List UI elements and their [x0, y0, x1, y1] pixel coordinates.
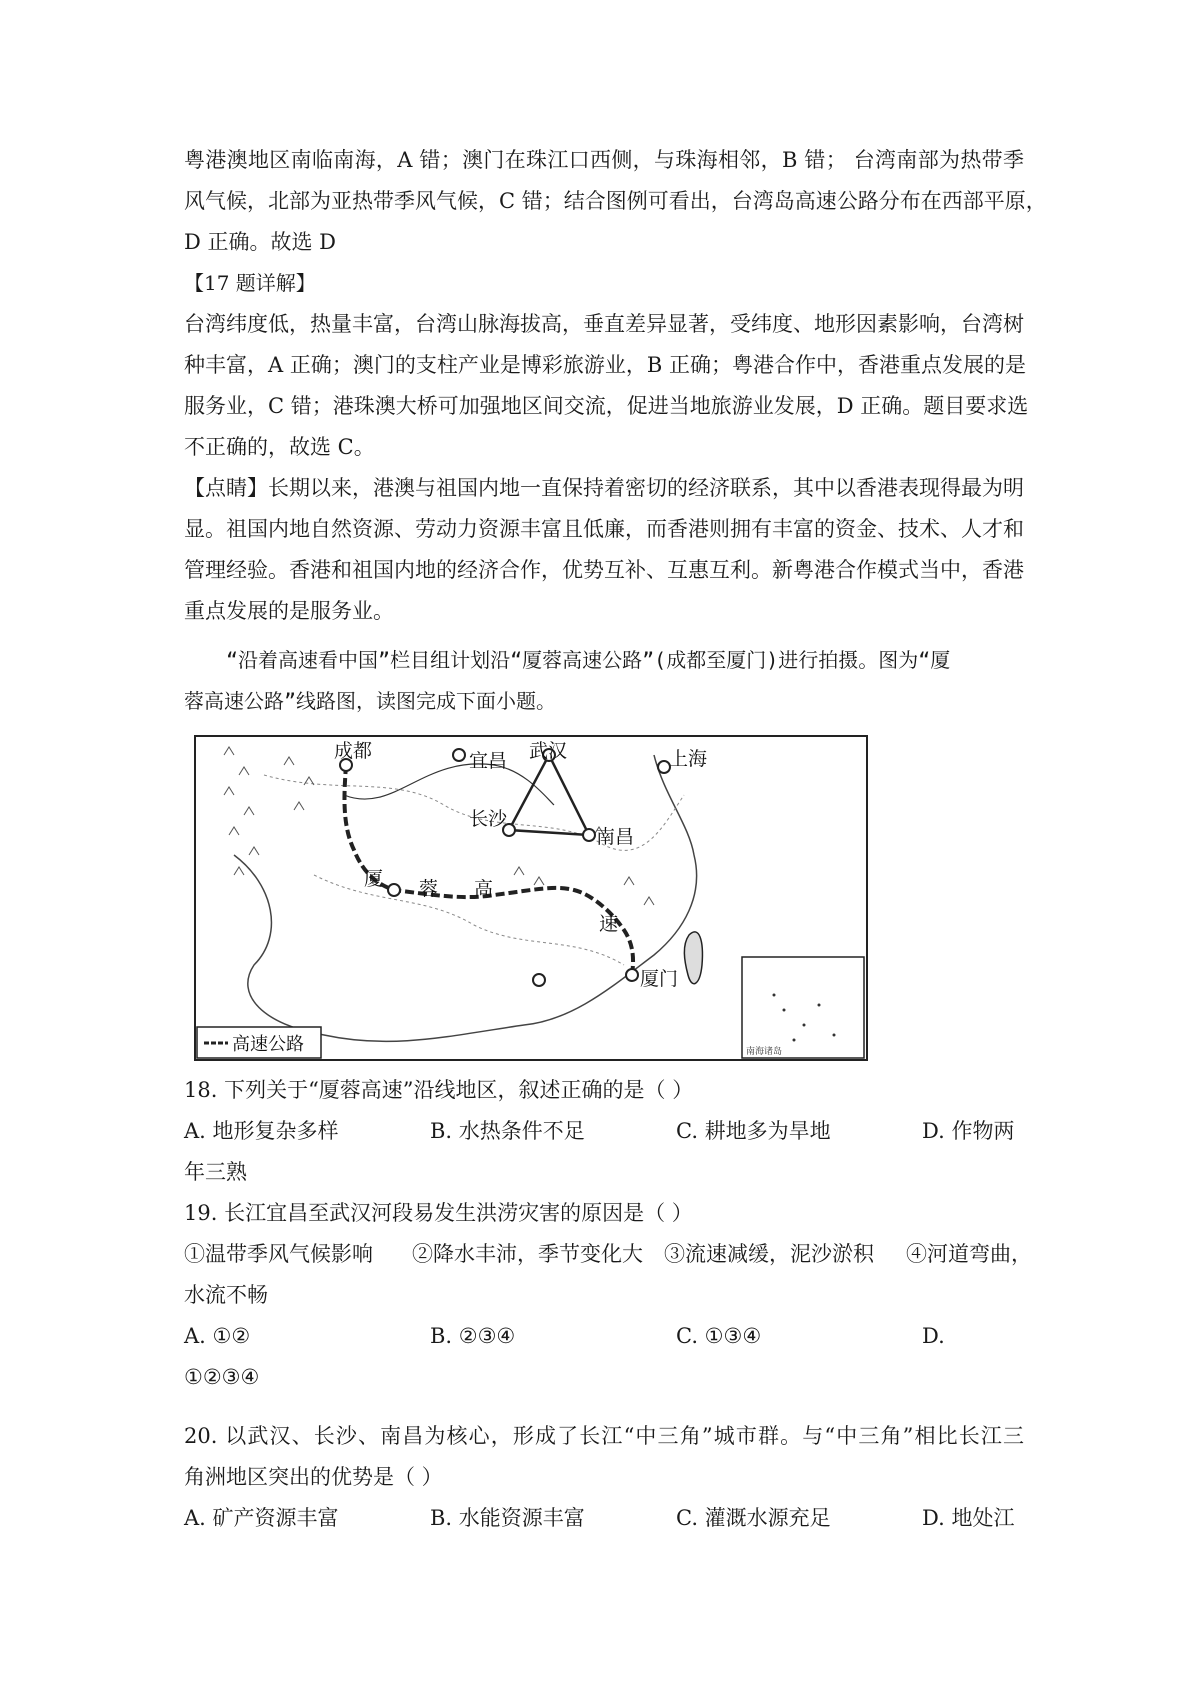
q20-option-d[interactable]: D. 地处江: [922, 1506, 1015, 1530]
route-label-xia: 厦: [364, 868, 384, 890]
question-stem: 19. 长江宜昌至武汉河段易发生洪涝灾害的原因是（ ）: [184, 1201, 693, 1225]
q18-option-c[interactable]: C. 耕地多为旱地: [676, 1119, 831, 1143]
text-line: “沿着高速看中国”栏目组计划沿“厦蓉高速公路”(成都至厦门)进行拍摄。图为“厦: [226, 648, 951, 672]
q20-option-b[interactable]: B. 水能资源丰富: [430, 1506, 585, 1530]
city-label-yichang: 宜昌: [469, 750, 508, 772]
q19-statement-3: ③流速减缓，泥沙淤积: [664, 1242, 874, 1266]
dianjing-note-end: [184, 591, 1024, 632]
q19-option-a[interactable]: A. ①②: [184, 1324, 251, 1348]
statement-continuation: 水流不畅: [184, 1283, 268, 1307]
q20-stem-end: [184, 1457, 1024, 1498]
q17-explanation-end: [184, 427, 1024, 468]
section-heading: 【17 题详解】: [184, 271, 316, 295]
q20-stem: [184, 1416, 1024, 1457]
route-stop-marker: [388, 884, 400, 896]
text-line: 不正确的，故选 C。: [184, 435, 375, 459]
city-label-chengdu: 成都: [334, 740, 373, 762]
text-line: 显。祖国内地自然资源、劳动力资源丰富且低廉，而香港则拥有丰富的资金、技术、人才和: [184, 517, 1024, 541]
q18-options: [184, 1111, 1044, 1152]
text-line: 蓉高速公路”线路图，读图完成下面小题。: [184, 689, 557, 713]
map-intro: [184, 640, 1024, 722]
route-map-svg: [194, 735, 868, 1061]
q19-options: [184, 1316, 1044, 1357]
q20-option-c[interactable]: C. 灌溉水源充足: [676, 1506, 831, 1530]
yichang-marker: [453, 749, 465, 761]
south-china-sea-inset: [742, 957, 864, 1058]
city-label-nanchang: 南昌: [596, 826, 635, 848]
option-continuation: 年三熟: [184, 1160, 247, 1184]
q16-explanation: [184, 140, 1047, 222]
q19-statements: [184, 1234, 1044, 1275]
route-map: [194, 735, 868, 1061]
q20-options: [184, 1498, 1044, 1539]
q19-option-d[interactable]: D.: [922, 1324, 945, 1348]
text-line: 台湾纬度低，热量丰富，台湾山脉海拔高，垂直差异显著，受纬度、地形因素影响，台湾树: [184, 312, 1024, 336]
city-label-xiamen: 厦门: [640, 968, 679, 990]
q19-statement-wrap: [184, 1275, 1024, 1316]
route-label-rong: 蓉: [419, 878, 439, 900]
dianjing-note: [184, 468, 1024, 591]
city-label-wuhan: 武汉: [529, 740, 568, 762]
q19-option-c[interactable]: C. ①③④: [676, 1324, 762, 1348]
q19-statement-2: ②降水丰沛，季节变化大: [412, 1242, 643, 1266]
q18-stem: [184, 1070, 1024, 1111]
q19-statement-4: ④河道弯曲，: [906, 1242, 1032, 1266]
q16-explanation-end: [184, 222, 1024, 263]
text-line: 服务业，C 错；港珠澳大桥可加强地区间交流，促进当地旅游业发展，D 正确。题目要求选: [184, 394, 1029, 418]
q17-header: [184, 263, 1024, 304]
city-label-shanghai: 上海: [669, 748, 708, 770]
q17-explanation: [184, 304, 1029, 427]
text-line: 种丰富，A 正确；澳门的支柱产业是博彩旅游业，B 正确；粤港合作中，香港重点发展的是: [184, 353, 1026, 377]
guangzhou-marker: [533, 974, 545, 986]
question-stem: 20. 以武汉、长沙、南昌为核心，形成了长江“中三角”城市群。与“中三角”相比长江三: [184, 1424, 1024, 1448]
xiamen-marker: [626, 969, 638, 981]
city-label-changsha: 长沙: [469, 808, 508, 830]
q19-stem: [184, 1193, 1024, 1234]
q18-option-d[interactable]: D. 作物两: [922, 1119, 1015, 1143]
question-stem: 18. 下列关于“厦蓉高速”沿线地区，叙述正确的是（ ）: [184, 1078, 694, 1102]
q19-statement-1: ①温带季风气候影响: [184, 1242, 373, 1266]
option-continuation: ①②③④: [184, 1365, 260, 1389]
text-line: 【点睛】长期以来，港澳与祖国内地一直保持着密切的经济联系，其中以香港表现得最为明: [184, 476, 1024, 500]
text-line: 粤港澳地区南临南海，A 错；澳门在珠江口西侧，与珠海相邻，B 错； 台湾南部为热带季: [184, 148, 1024, 172]
text-line: 管理经验。香港和祖国内地的经济合作，优势互补、互惠互利。新粤港合作模式当中，香港: [184, 558, 1024, 582]
text-line: D 正确。故选 D: [184, 230, 337, 254]
q18-wrap: [184, 1152, 1024, 1193]
text-line: 重点发展的是服务业。: [184, 599, 394, 623]
route-label-su: 速: [599, 913, 619, 935]
text-line: 风气候，北部为亚热带季风气候，C 错；结合图例可看出，台湾岛高速公路分布在西部平原，: [184, 189, 1047, 213]
nanchang-marker: [583, 829, 595, 841]
q20-option-a[interactable]: A. 矿产资源丰富: [184, 1506, 339, 1530]
q18-option-b[interactable]: B. 水热条件不足: [430, 1119, 585, 1143]
inset-label: 南海诸岛: [746, 1047, 783, 1057]
q18-option-a[interactable]: A. 地形复杂多样: [184, 1119, 339, 1143]
route-label-gao: 高: [474, 878, 494, 900]
question-stem: 角洲地区突出的优势是（ ）: [184, 1465, 443, 1489]
legend-highway-label: 高速公路: [232, 1034, 304, 1055]
q19-wrap: [184, 1357, 1024, 1398]
q19-option-b[interactable]: B. ②③④: [430, 1324, 516, 1348]
